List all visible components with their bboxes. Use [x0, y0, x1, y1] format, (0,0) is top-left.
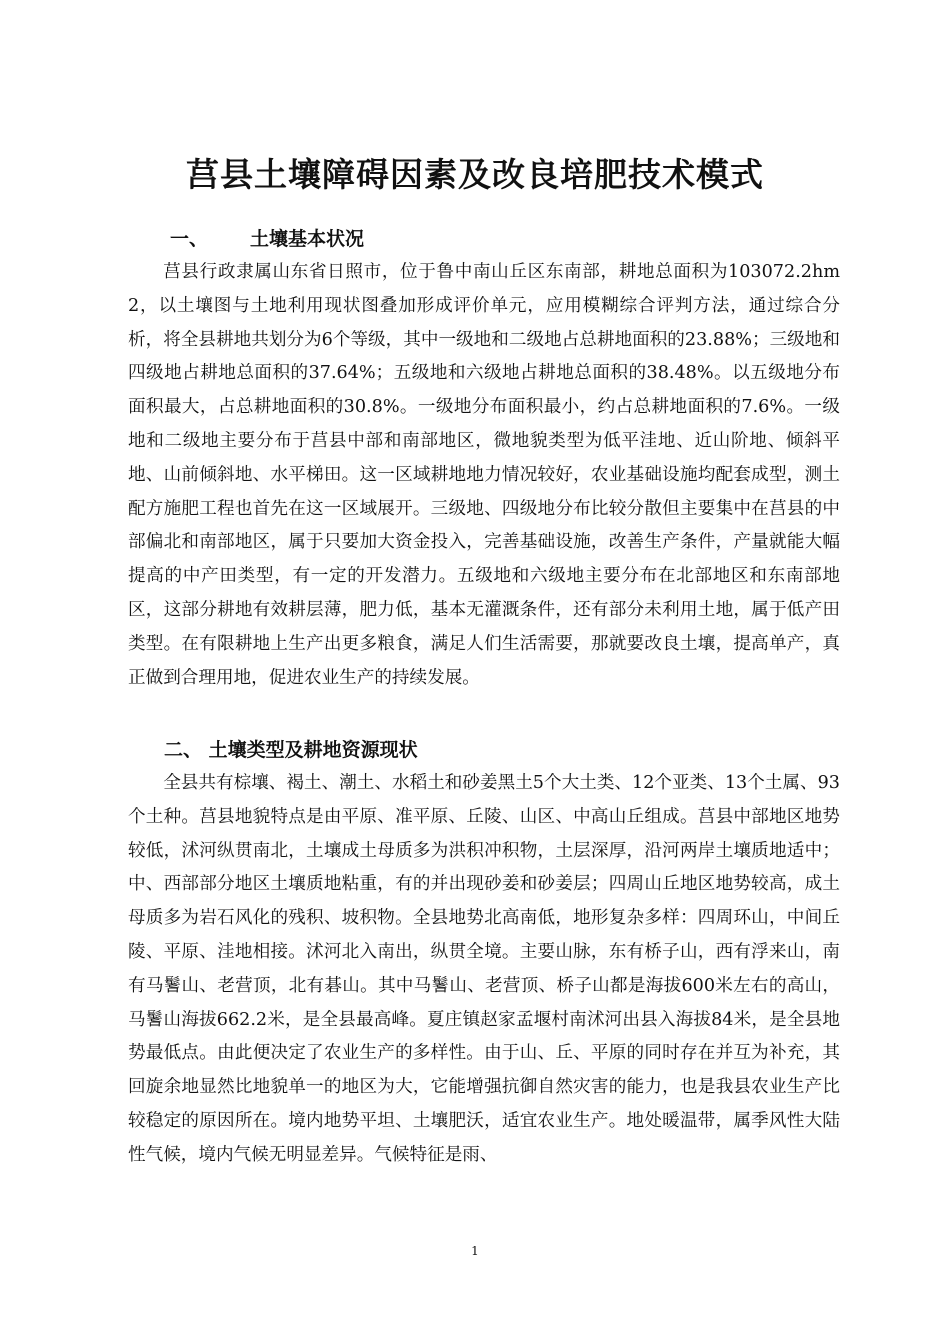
section-heading-1 [128, 222, 840, 256]
page-number: 1 [471, 1244, 479, 1258]
section-paragraph-1: 莒县行政隶属山东省日照市，位于鲁中南山丘区东南部，耕地总面积为103072.2hm2，以土壤图与土地利用现状图叠加形成评价单元，应用模糊综合评判方法，通过综合分析，将全县耕地共划分为6个等级，其中一级地和二级地占总耕地面积的23.88%；三级地和四级地占耕地总面积的37.64%；五级地和六级地占耕地总面积的38.48%。以五级地分布面积最大，占总耕地面积的30.8%。一级地分布面积最小，约占总耕地面积的7.6%。一级地和二级地主要分布于莒县中部和南部地区，微地貌类型为低平洼地、近山阶地、倾斜平地、山前倾斜地、水平梯田。这一区域耕地地力情况较好，农业基础设施均配套成型，测土配方施肥工程也首先在这一区域展开。三级地、四级地分布比较分散但主要集中在莒县的中部偏北和南部地区，属于只要加大资金投入，完善基础设施，改善生产条件，产量就能大幅提高的中产田类型，有一定的开发潜力。五级地和六级地主要分布在北部地区和东南部地区，这部分耕地有效耕层薄，肥力低，基本无灌溉条件，还有部分未利用土地，属于低产田类型。在有限耕地上生产出更多粮食，满足人们生活需要，那就要改良土壤，提高单产，真正做到合理用地，促进农业生产的持续发展。 [128, 262, 840, 688]
section-heading-2 [128, 733, 840, 767]
document-title: 莒县土壤障碍因素及改良培肥技术模式 [186, 155, 764, 194]
section-paragraph-2: 全县共有棕壤、褐土、潮土、水稻土和砂姜黑土5个大土类、12个亚类、13个土属、93个土种。莒县地貌特点是由平原、准平原、丘陵、山区、中高山丘组成。莒县中部地区地势较低，沭河纵贯南北，土壤成土母质多为洪积冲积物，土层深厚，沿河两岸土壤质地适中；中、西部部分地区土壤质地粘重，有的并出现砂姜和砂姜层；四周山丘地区地势较高，成土母质多为岩石风化的残积、坡积物。全县地势北高南低，地形复杂多样：四周环山，中间丘陵、平原、洼地相接。沭河北入南出，纵贯全境。主要山脉，东有桥子山，西有浮来山，南有马鬐山、老营顶，北有碁山。其中马鬐山、老营顶、桥子山都是海拔600米左右的高山，马鬐山海拔662.2米，是全县最高峰。夏庄镇赵家孟堰村南沭河出县入海拔84米，是全县地势最低点。由此便决定了农业生产的多样性。由于山、丘、平原的同时存在并互为补充，其回旋余地显然比地貌单一的地区为大，它能增强抗御自然灾害的能力，也是我县农业生产比较稳定的原因所在。境内地势平坦、土壤肥沃，适宜农业生产。地处暖温带，属季风性大陆性气候，境内气候无明显差异。气候特征是雨、 [128, 773, 840, 1165]
section-number-2: 二、 [164, 739, 203, 761]
document-body [128, 222, 840, 1245]
section-title-1: 土壤基本状况 [250, 228, 365, 250]
section-title-2: 土壤类型及耕地资源现状 [208, 739, 418, 761]
section-number-1: 一、 [170, 228, 209, 250]
